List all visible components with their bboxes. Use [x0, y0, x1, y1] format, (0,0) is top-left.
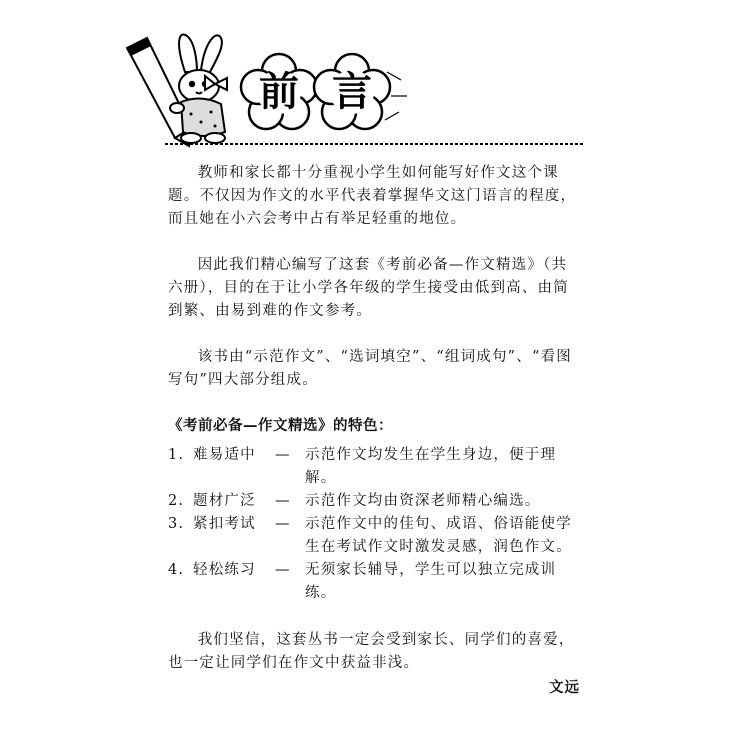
item-description: 示范作文中的佳句、成语、俗语能使学生在考试作文时激发灵感，润色作文。 [305, 516, 572, 555]
preface-header [125, 32, 585, 162]
item-number: 2. [168, 493, 185, 509]
title-char: 前 [259, 69, 299, 115]
item-description: 无须家长辅导，学生可以独立完成训练。 [305, 562, 557, 601]
item-description: 示范作文均由资深老师精心编选。 [305, 493, 541, 509]
paragraph: 该书由“示范作文”、“选词填空”、“组词成句”、“看图写句”四大部分组成。 [168, 349, 573, 388]
list-item [168, 513, 580, 559]
item-dash: — [275, 493, 291, 509]
item-description: 示范作文均发生在学生身边，便于理解。 [305, 447, 557, 486]
paragraph: 因此我们精心编写了这套《考前必备—作文精选》（共六册），目的在于让小学各年级的学生接受由低到高、由简到繁、由易到难的作文参考。 [168, 257, 569, 319]
item-name: 紧扣考试 [193, 516, 256, 532]
item-name: 轻松练习 [193, 562, 256, 578]
item-number: 4. [168, 562, 185, 578]
list-item [168, 490, 580, 513]
item-dash: — [275, 516, 291, 532]
features-list [168, 444, 580, 605]
paragraph: 教师和家长都十分重视小学生如何能写好作文这个课题。不仅因为作文的水平代表着掌握华文这门语言的程度，而且她在小六会考中占有举足轻重的地位。 [168, 165, 577, 227]
list-item [168, 559, 580, 605]
author-signature: 文远 [549, 680, 580, 696]
item-dash: — [275, 447, 291, 463]
preface-body [168, 162, 580, 700]
title-char: 言 [332, 69, 372, 115]
item-name: 难易适中 [193, 447, 256, 463]
item-number: 1. [168, 447, 185, 463]
item-dash: — [275, 562, 291, 578]
item-number: 3. [168, 516, 185, 532]
item-name: 题材广泛 [193, 493, 256, 509]
list-item [168, 444, 580, 490]
closing-paragraph: 我们坚信，这套丛书一定会受到家长、同学们的喜爱，也一定让同学们在作文中获益非浅。 [168, 632, 575, 671]
features-heading: 《考前必备—作文精选》的特色： [168, 418, 393, 434]
